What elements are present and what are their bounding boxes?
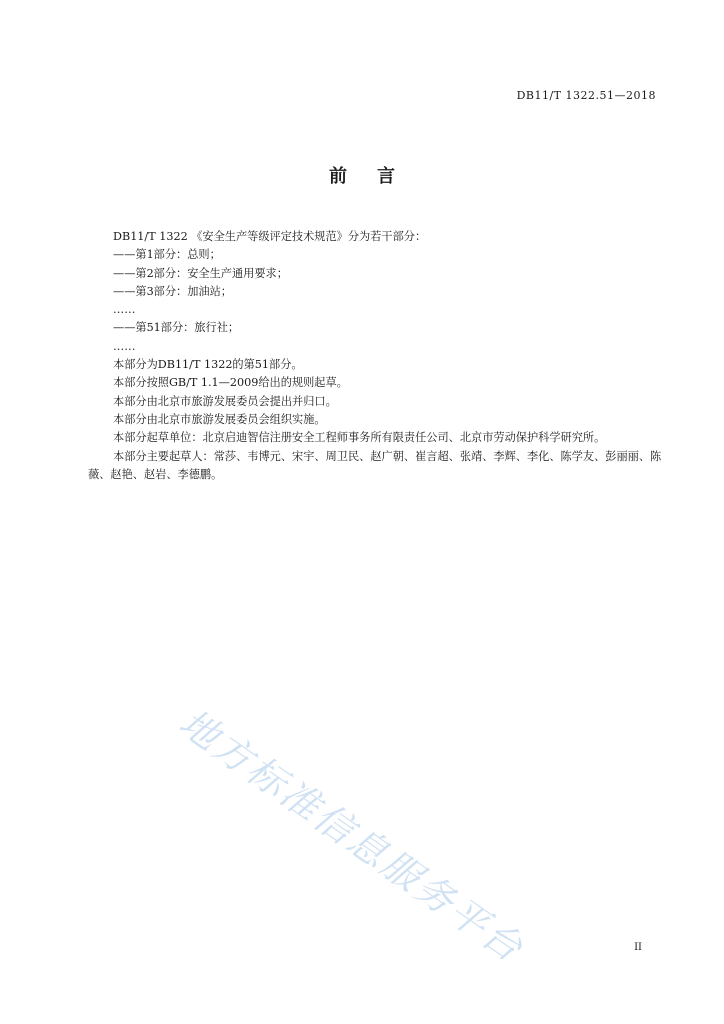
title-char-2: 言 <box>377 166 395 187</box>
paragraph-drafting-rules: 本部分按照GB/T 1.1—2009给出的规则起草。 <box>113 376 348 390</box>
list-ellipsis-1: …… <box>113 303 136 317</box>
paragraph-drafting-units: 本部分起草单位：北京启迪智信注册安全工程师事务所有限责任公司、北京市劳动保护科学研究所。 <box>113 431 606 445</box>
watermark: 地方标准信息服务平台 <box>171 700 533 972</box>
page-title <box>0 162 724 188</box>
list-item-part-2: ——第2部分：安全生产通用要求； <box>113 266 288 280</box>
title-char-1: 前 <box>329 166 347 187</box>
list-ellipsis-2: …… <box>113 339 136 353</box>
document-code: DB11/T 1322.51—2018 <box>516 89 656 102</box>
list-item-part-3: ——第3部分：加油站； <box>113 284 232 298</box>
paragraph-proposer: 本部分由北京市旅游发展委员会提出并归口。 <box>113 394 337 408</box>
page-number: II <box>634 942 642 953</box>
foreword-body <box>88 228 664 484</box>
paragraph-parts-intro: DB11/T 1322 《安全生产等级评定技术规范》分为若干部分： <box>113 230 427 243</box>
paragraph-drafters: 本部分主要起草人：常莎、韦博元、宋宇、周卫民、赵广朝、崔言超、张靖、李辉、李化、陈学友、彭丽丽、陈薇、赵艳、赵岩、李德鹏。 <box>88 449 662 481</box>
list-item-part-51: ——第51部分：旅行社； <box>113 321 240 335</box>
paragraph-part-scope: 本部分为DB11/T 1322的第51部分。 <box>113 358 303 372</box>
paragraph-implementer: 本部分由北京市旅游发展委员会组织实施。 <box>113 412 326 426</box>
list-item-part-1: ——第1部分：总则； <box>113 248 221 262</box>
